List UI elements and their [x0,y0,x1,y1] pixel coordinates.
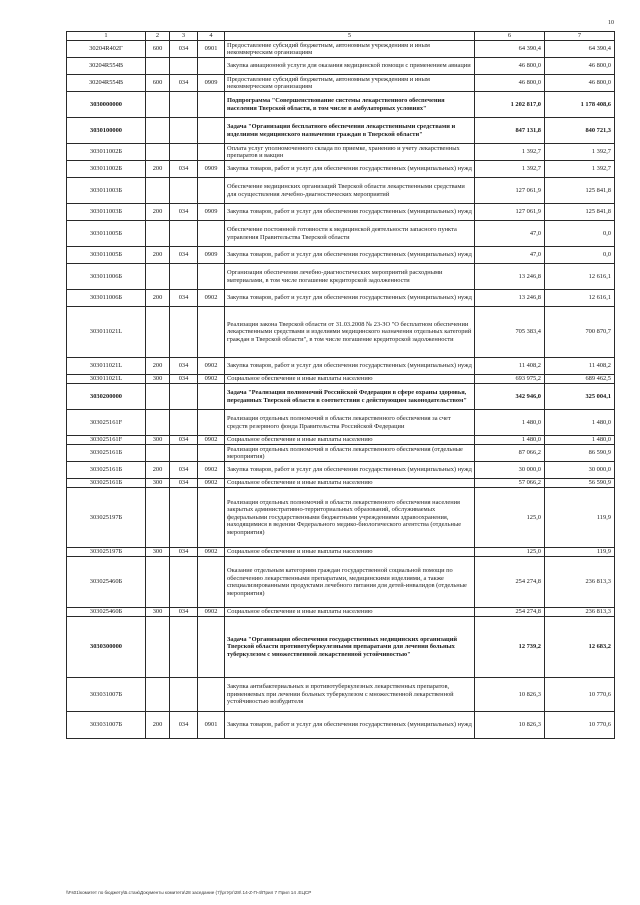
cell-section [198,92,225,118]
cell-amount-col6: 1 480,0 [475,436,545,445]
cell-department [170,58,198,75]
cell-code: 3030100000 [67,118,146,144]
cell-department: 034 [170,712,198,739]
cell-department [170,445,198,462]
cell-department: 034 [170,41,198,58]
cell-department [170,144,198,161]
cell-section [198,221,225,247]
cell-name: Предоставление субсидий бюджетным, автономным учреждениям и иным некоммерческим организациям [225,75,475,92]
file-path-footer: \\Fs01\комитет по бюджету\Б.стаж\Документы комитета\28 заседание (7)\ргУрг\28\ 14-Z-П-4\Прил 7 Прил 14 .ЕЦСР [66,890,312,895]
cell-expense-type [146,410,170,436]
cell-amount-col6: 57 066,2 [475,479,545,488]
cell-amount-col6: 254 274,8 [475,608,545,617]
cell-expense-type: 200 [146,204,170,221]
budget-table [66,31,615,739]
cell-amount-col7: 119,9 [545,488,615,548]
cell-amount-col7: 10 770,6 [545,712,615,739]
cell-expense-type: 300 [146,608,170,617]
cell-expense-type: 300 [146,548,170,557]
cell-expense-type [146,488,170,548]
cell-amount-col6: 13 246,8 [475,264,545,290]
cell-section [198,557,225,608]
cell-name: Задача "Организация обеспечения государственных медицинских организаций Тверской области противотуберкулезными препаратами для лечения больных туберкулезом с множественной лекарственной устойчивостью" [225,617,475,678]
table-row [67,678,615,712]
cell-code: 303011002Б [67,144,146,161]
cell-code: 3030000000 [67,92,146,118]
cell-amount-col7: 56 590,9 [545,479,615,488]
cell-code: 303011021L [67,307,146,358]
cell-name: Закупка авиационной услуги для оказания медицинской помощи с применением авиации [225,58,475,75]
cell-amount-col6: 13 246,8 [475,290,545,307]
table-row [67,608,615,617]
table-row [67,488,615,548]
table-row [67,204,615,221]
cell-amount-col7: 1 480,0 [545,410,615,436]
cell-expense-type [146,92,170,118]
cell-name: Задача "Организация бесплатного обеспечения лекарственными средствами и изделиями медицинского назначения граждан в Тверской области" [225,118,475,144]
cell-amount-col7: 0,0 [545,247,615,264]
cell-department: 034 [170,204,198,221]
cell-amount-col7: 12 683,2 [545,617,615,678]
table-row [67,118,615,144]
cell-department: 034 [170,436,198,445]
cell-name: Организация обеспечения лечебно-диагностических мероприятий расходными материалами, в том числе погашение кредиторской задолженности [225,264,475,290]
cell-amount-col6: 1 392,7 [475,144,545,161]
table-row [67,247,615,264]
cell-section: 0902 [198,548,225,557]
cell-amount-col6: 125,0 [475,548,545,557]
cell-name: Подпрограмма "Совершенствование системы лекарственного обеспечения населения Тверской области, в том числе в амбулаторных условиях" [225,92,475,118]
cell-name: Закупка товаров, работ и услуг для обеспечения государственных (муниципальных) нужд [225,712,475,739]
cell-amount-col6: 693 975,2 [475,375,545,384]
cell-name: Обеспечение медицинских организаций Тверской области лекарственными средствами для осуществления лечебно-диагностических мероприятий [225,178,475,204]
table-row [67,358,615,375]
header-col-6: 6 [475,32,545,41]
cell-amount-col6: 254 274,8 [475,557,545,608]
cell-code: 303011002Б [67,161,146,178]
table-header-row [67,32,615,41]
header-col-2: 2 [146,32,170,41]
cell-expense-type [146,118,170,144]
cell-name: Оказание отдельным категориям граждан государственной социальной помощи по обеспечению лекарственными препаратами, медицинскими изделиями, а также специализированными продуктами лечебного питания для детей-инвалидов (отдельные мероприятия) [225,557,475,608]
table-row [67,221,615,247]
cell-name: Социальное обеспечение и иные выплаты населению [225,436,475,445]
cell-section: 0902 [198,479,225,488]
table-row [67,178,615,204]
cell-expense-type: 200 [146,712,170,739]
cell-expense-type: 200 [146,462,170,479]
cell-code: 3030300000 [67,617,146,678]
cell-name: Социальное обеспечение и иные выплаты населению [225,548,475,557]
cell-expense-type: 200 [146,161,170,178]
cell-code: 303031007Б [67,678,146,712]
cell-expense-type [146,144,170,161]
table-body [67,41,615,739]
cell-department [170,384,198,410]
cell-name: Оплата услуг уполномоченного склада по приемке, хранению и учету лекарственных препаратов и вакцин [225,144,475,161]
cell-section [198,410,225,436]
cell-name: Закупка товаров, работ и услуг для обеспечения государственных (муниципальных) нужд [225,204,475,221]
page-number: 10 [608,20,614,26]
cell-name: Закупка товаров, работ и услуг для обеспечения государственных (муниципальных) нужд [225,247,475,264]
cell-expense-type: 300 [146,436,170,445]
cell-code: 3030200000 [67,384,146,410]
cell-section: 0909 [198,161,225,178]
cell-amount-col7: 840 721,3 [545,118,615,144]
cell-amount-col6: 127 061,9 [475,178,545,204]
table-row [67,479,615,488]
cell-expense-type [146,445,170,462]
cell-code: 303031007Б [67,712,146,739]
cell-code: 30204R554В [67,75,146,92]
cell-expense-type: 300 [146,479,170,488]
cell-section [198,144,225,161]
cell-code: 303025197Б [67,548,146,557]
cell-amount-col6: 127 061,9 [475,204,545,221]
cell-section [198,678,225,712]
cell-amount-col6: 47,0 [475,221,545,247]
table-row [67,410,615,436]
cell-section: 0902 [198,358,225,375]
cell-amount-col7: 46 800,0 [545,75,615,92]
header-col-7: 7 [545,32,615,41]
cell-name: Реализация отдельных полномочий в области лекарственного обеспечения за счет средств резервного фонда Правительства Российской Федерации [225,410,475,436]
cell-section [198,445,225,462]
cell-expense-type: 200 [146,358,170,375]
cell-code: 303011003Б [67,204,146,221]
cell-name: Закупка товаров, работ и услуг для обеспечения государственных (муниципальных) нужд [225,462,475,479]
cell-section [198,178,225,204]
cell-expense-type [146,557,170,608]
cell-code: 303011006Б [67,264,146,290]
cell-section: 0902 [198,436,225,445]
table-row [67,557,615,608]
cell-amount-col7: 30 000,0 [545,462,615,479]
table-row [67,58,615,75]
cell-code: 303025161Б [67,462,146,479]
cell-amount-col6: 705 383,4 [475,307,545,358]
cell-section: 0902 [198,608,225,617]
cell-section [198,384,225,410]
cell-amount-col7: 12 616,1 [545,264,615,290]
cell-name: Реализация отдельных полномочий в области лекарственного обеспечения населения закрытых административно-территориальных образований, обслуживаемых федеральными государственными бюджетными учреждениями здравоохранения, находящимися в ведении Федерального медико-биологического агентства (отдельные мероприятия) [225,488,475,548]
cell-code: 303025161Б [67,479,146,488]
table-row [67,161,615,178]
cell-expense-type: 300 [146,375,170,384]
cell-expense-type [146,178,170,204]
cell-amount-col7: 86 590,9 [545,445,615,462]
cell-section: 0909 [198,204,225,221]
cell-section: 0901 [198,712,225,739]
cell-code: 303025161F [67,410,146,436]
cell-amount-col6: 46 800,0 [475,75,545,92]
cell-amount-col7: 1 178 408,6 [545,92,615,118]
cell-department [170,118,198,144]
cell-expense-type [146,221,170,247]
cell-code: 303011005Б [67,247,146,264]
cell-amount-col7: 125 841,8 [545,204,615,221]
table-row [67,307,615,358]
cell-amount-col7: 1 480,0 [545,436,615,445]
cell-name: Социальное обеспечение и иные выплаты населению [225,375,475,384]
cell-amount-col7: 46 800,0 [545,58,615,75]
cell-expense-type [146,617,170,678]
table-row [67,617,615,678]
cell-name: Реализация закона Тверской области от 31.03.2008 № 23-ЗО "О бесплатном обеспечении лекарственными средствами и изделиями медицинского назначения отдельных категорий граждан в Тверской области", в том числе погашение кредиторской задолженности [225,307,475,358]
table-row [67,712,615,739]
cell-expense-type: 200 [146,247,170,264]
budget-table-sheet [66,31,614,739]
cell-code: 303025161F [67,436,146,445]
table-row [67,445,615,462]
cell-amount-col7: 700 870,7 [545,307,615,358]
cell-name: Реализация отдельных полномочий в области лекарственного обеспечения (отдельные мероприятия) [225,445,475,462]
cell-expense-type [146,384,170,410]
table-row [67,41,615,58]
cell-amount-col7: 64 390,4 [545,41,615,58]
cell-amount-col7: 325 004,1 [545,384,615,410]
cell-department: 034 [170,247,198,264]
cell-section [198,307,225,358]
table-row [67,548,615,557]
cell-name: Обеспечение постоянной готовности к медицинской деятельности запасного пункта управления Правительства Тверской области [225,221,475,247]
cell-amount-col6: 12 739,2 [475,617,545,678]
cell-code: 303011005Б [67,221,146,247]
cell-amount-col6: 10 826,3 [475,712,545,739]
cell-name: Социальное обеспечение и иные выплаты населению [225,608,475,617]
cell-amount-col7: 125 841,8 [545,178,615,204]
cell-amount-col7: 0,0 [545,221,615,247]
cell-section: 0902 [198,290,225,307]
table-row [67,290,615,307]
cell-code: 303025197Б [67,488,146,548]
cell-department [170,92,198,118]
table-row [67,264,615,290]
cell-code: 303011021L [67,358,146,375]
cell-amount-col6: 1 202 817,0 [475,92,545,118]
cell-expense-type: 600 [146,41,170,58]
cell-amount-col6: 1 480,0 [475,410,545,436]
cell-amount-col7: 119,9 [545,548,615,557]
cell-section [198,617,225,678]
cell-amount-col7: 236 813,3 [545,608,615,617]
cell-department: 034 [170,462,198,479]
cell-section: 0902 [198,375,225,384]
cell-code: 303025161Б [67,445,146,462]
cell-amount-col6: 30 000,0 [475,462,545,479]
cell-department [170,178,198,204]
cell-section: 0909 [198,75,225,92]
cell-name: Закупка товаров, работ и услуг для обеспечения государственных (муниципальных) нужд [225,290,475,307]
cell-code: 303011006Б [67,290,146,307]
cell-section: 0902 [198,462,225,479]
cell-section: 0901 [198,41,225,58]
cell-amount-col6: 11 408,2 [475,358,545,375]
cell-amount-col6: 47,0 [475,247,545,264]
cell-code: 30204R402Г [67,41,146,58]
cell-amount-col7: 11 408,2 [545,358,615,375]
table-row [67,144,615,161]
cell-department [170,264,198,290]
cell-section [198,488,225,548]
cell-amount-col7: 236 813,3 [545,557,615,608]
cell-name: Предоставление субсидий бюджетным, автономным учреждениям и иным некоммерческим организациям [225,41,475,58]
cell-expense-type: 200 [146,290,170,307]
cell-code: 303025460Б [67,608,146,617]
header-col-4: 4 [198,32,225,41]
cell-code: 30204R554В [67,58,146,75]
cell-amount-col7: 1 392,7 [545,144,615,161]
table-row [67,375,615,384]
cell-name: Закупка товаров, работ и услуг для обеспечения государственных (муниципальных) нужд [225,358,475,375]
cell-section [198,118,225,144]
cell-department [170,410,198,436]
cell-amount-col6: 64 390,4 [475,41,545,58]
cell-department [170,617,198,678]
cell-amount-col6: 342 946,0 [475,384,545,410]
table-row [67,436,615,445]
cell-amount-col7: 12 616,1 [545,290,615,307]
cell-expense-type [146,264,170,290]
cell-section: 0909 [198,247,225,264]
header-col-3: 3 [170,32,198,41]
cell-section [198,58,225,75]
cell-department [170,221,198,247]
cell-amount-col6: 46 800,0 [475,58,545,75]
cell-department [170,307,198,358]
table-row [67,462,615,479]
cell-section [198,264,225,290]
cell-department: 034 [170,375,198,384]
table-row [67,384,615,410]
header-col-5: 5 [225,32,475,41]
cell-department [170,678,198,712]
cell-expense-type [146,678,170,712]
cell-amount-col6: 1 392,7 [475,161,545,178]
cell-department [170,557,198,608]
cell-amount-col6: 87 066,2 [475,445,545,462]
cell-amount-col6: 125,0 [475,488,545,548]
cell-department: 034 [170,161,198,178]
cell-name: Социальное обеспечение и иные выплаты населению [225,479,475,488]
cell-code: 303025460Б [67,557,146,608]
cell-amount-col6: 10 826,3 [475,678,545,712]
cell-department: 034 [170,75,198,92]
cell-code: 303011003Б [67,178,146,204]
cell-department: 034 [170,479,198,488]
cell-amount-col7: 1 392,7 [545,161,615,178]
cell-amount-col7: 10 770,6 [545,678,615,712]
table-row [67,75,615,92]
cell-amount-col7: 689 462,5 [545,375,615,384]
cell-department: 034 [170,608,198,617]
cell-code: 303011021L [67,375,146,384]
cell-amount-col6: 847 131,8 [475,118,545,144]
header-col-1: 1 [67,32,146,41]
cell-name: Задача "Реализация полномочий Российской Федерации в сфере охраны здоровья, переданных Тверской области в соответствии с действующим законодательством" [225,384,475,410]
cell-expense-type: 600 [146,75,170,92]
cell-department: 034 [170,358,198,375]
cell-name: Закупка антибактериальных и противотуберкулезных лекарственных препаратов, применяемых при лечении больных туберкулезом с множественной лекарственной устойчивостью возбудителя [225,678,475,712]
cell-name: Закупка товаров, работ и услуг для обеспечения государственных (муниципальных) нужд [225,161,475,178]
cell-department: 034 [170,290,198,307]
cell-expense-type [146,307,170,358]
cell-department [170,488,198,548]
table-row [67,92,615,118]
cell-expense-type [146,58,170,75]
cell-department: 034 [170,548,198,557]
